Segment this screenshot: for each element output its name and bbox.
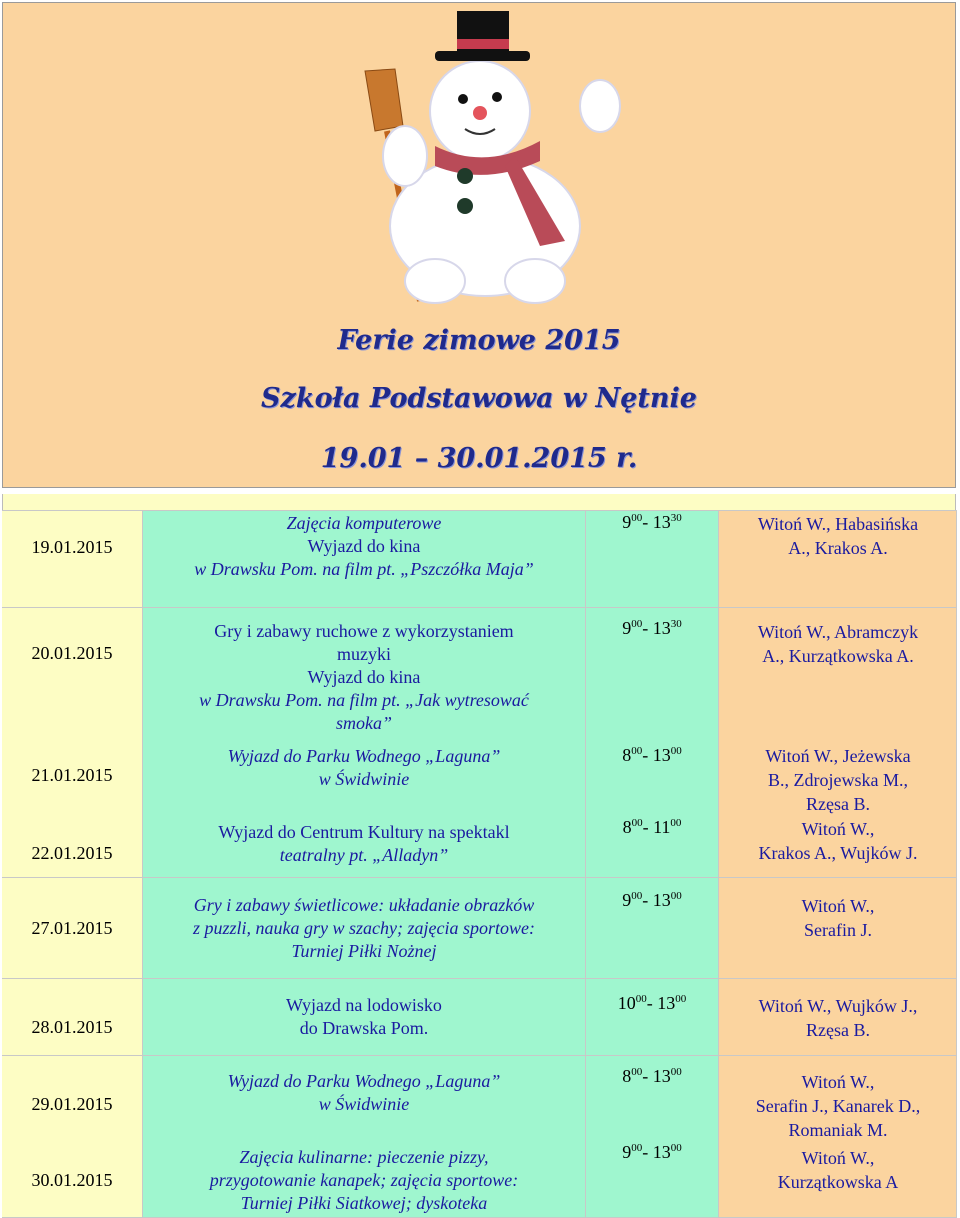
grid-line [585,510,586,1218]
activity-line: Wyjazd do kina [307,667,421,687]
row-date: 30.01.2015 [31,1170,113,1190]
row-activity [143,745,585,791]
activity-line: Gry i zabawy ruchowe z wykorzystaniem [214,621,514,641]
row-activity [143,512,585,581]
row-time: $8^{00}-$ $11^{00}$ [622,817,682,837]
activity-line: Wyjazd do kina [307,536,421,556]
grid-line [2,607,957,608]
grid-line [2,877,957,878]
row-date: 27.01.2015 [31,918,113,938]
activity-line: muzyki [337,644,391,664]
row-activity [143,620,585,735]
row-activity [143,994,585,1040]
header-strip [2,494,956,510]
row-staff: Witoń W., Serafin J. [801,896,875,940]
activity-line: w Świdwinie [318,769,410,789]
activity-line: Turniej Piłki Nożnej [291,941,437,961]
row-staff: Witoń W., Krakos A., Wujków J. [758,819,918,863]
row-date: 19.01.2015 [31,537,113,557]
row-time: $10^{00}-$ $13^{00}$ [617,993,687,1013]
grid-line [2,978,957,979]
row-staff: Witoń W., Abramczyk A., Kurzątkowska A. [757,622,919,666]
row-date: 29.01.2015 [31,1094,113,1114]
title-line-1: Ferie zimowe 2015 [337,325,621,356]
row-time: $9^{00}-$ $13^{00}$ [622,1142,682,1162]
title-line-2: Szkoła Podstawowa w Nętnie [261,383,697,414]
header-banner [2,2,956,488]
row-staff: Witoń W., Wujków J., Rzęsa B. [758,996,918,1040]
time-column [586,510,718,1218]
row-date: 22.01.2015 [31,843,113,863]
activity-line: przygotowanie kanapek; zajęcia sportowe: [209,1170,519,1190]
activity-line: Turniej Piłki Siatkowej; dyskoteka [240,1193,488,1213]
row-activity [143,1070,585,1116]
activity-line: z puzzli, nauka gry w szachy; zajęcia sportowe: [193,918,535,938]
grid-line [2,1055,957,1056]
row-staff: Witoń W., Jeżewska B., Zdrojewska M., Rzęsa B. [765,746,911,814]
activity-line: Zajęcia komputerowe [286,513,442,533]
activity-line: Zajęcia kulinarne: pieczenie pizzy, [239,1147,489,1167]
row-activity [143,1146,585,1215]
activity-line: w Drawsku Pom. na film pt. „Jak wytresować [199,690,529,710]
row-time: $8^{00}-$ $13^{00}$ [622,745,682,765]
activity-line: smoka” [335,713,392,733]
row-activity [143,821,585,867]
row-time: $9^{00}-$ $13^{00}$ [622,890,682,910]
row-date: 28.01.2015 [31,1017,113,1037]
activity-line: do Drawska Pom. [299,1018,429,1038]
row-staff: Witoń W., Kurzątkowska A [777,1148,899,1192]
title-line-3: 19.01 – 30.01.2015 r. [320,443,638,474]
activity-line: Wyjazd do Parku Wodnego „Laguna” [227,746,501,766]
row-staff: Witoń W., Habasińska A., Krakos A. [757,514,919,558]
activity-line: Wyjazd do Parku Wodnego „Laguna” [227,1071,501,1091]
activity-line: w Świdwinie [318,1094,410,1114]
row-time: $8^{00}-$ $13^{00}$ [622,1066,682,1086]
activity-line: Wyjazd na lodowisko [286,995,442,1015]
row-date: 21.01.2015 [31,765,113,785]
row-time: $9^{00}-$ $13^{30}$ [622,618,682,638]
snowman-illustration [325,11,635,311]
row-activity [143,894,585,963]
activity-line: w Drawsku Pom. na film pt. „Pszczółka Maja” [194,559,534,579]
row-time: $9^{00}-$ $13^{30}$ [622,512,682,532]
activity-line: Gry i zabawy świetlicowe: układanie obrazków [193,895,535,915]
grid-line [2,510,957,511]
activity-line: Wyjazd do Centrum Kultury na spektakl [218,822,510,842]
row-staff: Witoń W., Serafin J., Kanarek D., Romaniak M. [755,1072,921,1140]
activity-line: teatralny pt. „Alladyn” [279,845,449,865]
row-date: 20.01.2015 [31,643,113,663]
